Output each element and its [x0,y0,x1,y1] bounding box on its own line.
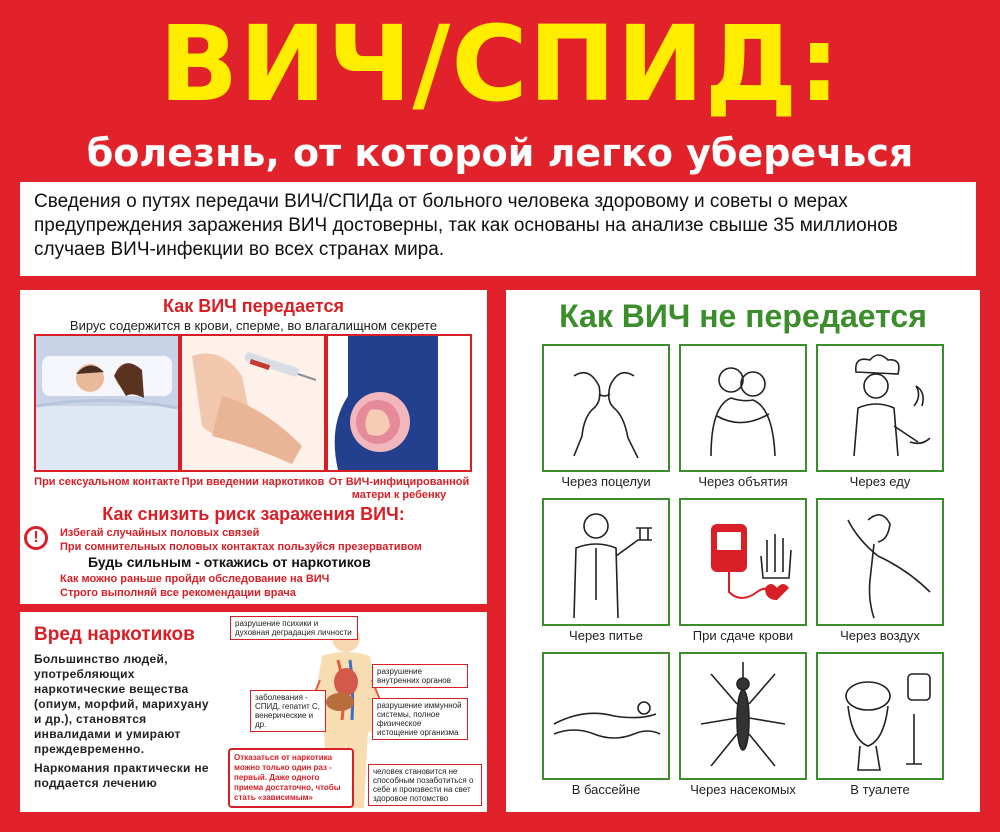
risk-line-2: При сомнительных половых контактах пользуйся презервативом [60,541,422,553]
safe-title: Как ВИЧ не передается [559,298,927,334]
label-hug: Через объятия [698,474,788,489]
drugs-text [34,652,220,791]
drugs-text-2: Наркомания практически не поддается лечению [34,761,209,790]
toilet-icon [816,652,944,780]
label-air: Через воздух [840,628,920,643]
blood-donation-icon [679,498,807,626]
swimmer-icon [542,652,670,780]
label-blood: При сдаче крови [692,628,794,643]
transmission-panel [20,290,487,604]
risk-extra-2: Строго выполняй все рекомендации врача [60,587,296,599]
label-insects: Через насекомых [690,782,796,797]
mosquito-icon [679,652,807,780]
drugs-warning: Отказаться от наркотика можно только один раз - первый. Даже одного приема достаточно, чтобы стать «зависимым» [228,748,354,808]
callout-organs: разрушение внутренних органов [372,664,468,688]
transmission-subtitle: Вирус содержится в крови, сперме, во влагалищном секрете [69,318,438,333]
main-title: ВИЧ/СПИД: [159,3,841,125]
subtitle: болезнь, от которой легко уберечься [86,131,914,175]
label-pool: В бассейне [571,782,641,797]
risk-line-1: Избегай случайных половых связей [60,527,260,539]
callout-offspring: человек становится не способным позаботиться о себе и произвести на свет здоровое потомство [368,764,482,806]
breathing-woman-icon [816,498,944,626]
couple-in-bed-icon [34,334,180,472]
label-toilet: В туалете [850,782,910,797]
syringe-injection-icon [180,334,326,472]
label-food: Через еду [849,474,911,489]
risk-strong: Будь сильным - откажись от наркотиков [88,554,371,570]
caption-drugs: При введении наркотиков [181,476,325,488]
kiss-icon [542,344,670,472]
pregnancy-icon [326,334,472,472]
drugs-panel [20,612,487,812]
drugs-title: Вред наркотиков [34,624,195,645]
transmission-title: Как ВИЧ передается [162,296,344,316]
safe-panel [506,290,980,812]
callout-immune: разрушение иммунной системы, полное физическое истощение организма [372,698,468,740]
hug-icon [679,344,807,472]
risk-extra-1: Как можно раньше пройди обследование на ВИЧ [60,573,330,585]
caption-mother: От ВИЧ-инфицированной матери к ребенку [328,476,470,501]
label-drink: Через питье [569,628,643,643]
intro-text: Сведения о путях передачи ВИЧ/СПИДа от больного человека здоровому и советы о мерах предупреждения заражения ВИЧ достоверны, так как основаны на анализе свыше 35 миллионов случаев ВИЧ-инфекции во всех странах мира. [20,182,976,276]
caption-sex: При сексуальном контакте [34,476,180,488]
callout-psyche: разрушение психики и духовная деградация личности [230,616,358,640]
waiter-icon [542,498,670,626]
callout-diseases: заболевания - СПИД, гепатит С, венерические и др. [250,690,326,732]
risk-title: Как снизить риск заражения ВИЧ: [102,504,405,524]
drugs-text-main: Большинство людей, употребляющих наркотические вещества (опиум, морфий, марихуану и др.), становятся инвалидами и умирают преждевременно. [34,652,209,756]
warning-icon: ! [24,526,48,550]
label-kiss: Через поцелуи [561,474,651,489]
chef-icon [816,344,944,472]
